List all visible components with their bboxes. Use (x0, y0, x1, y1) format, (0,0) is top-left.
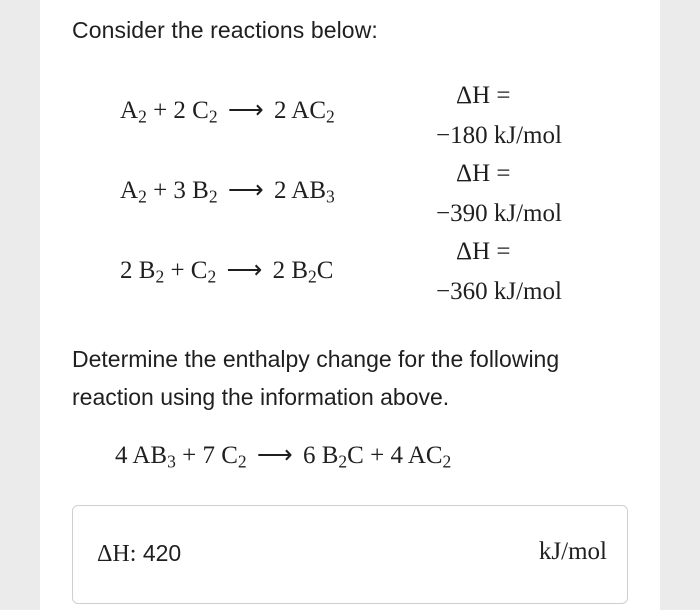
question-prompt: Determine the enthalpy change for the following reaction using the information above. (72, 346, 560, 410)
delta-h-value: −390 kJ/mol (436, 200, 562, 227)
reaction-arrow-icon: ⟶ (227, 97, 264, 124)
reaction-2-enthalpy (436, 154, 562, 234)
reaction-arrow-icon: ⟶ (226, 257, 263, 284)
reaction-3-equation: 2 $B_2 + C_2$ ⟶ 2 $B_2C$ (120, 257, 334, 287)
reaction-3-enthalpy (436, 232, 562, 312)
reaction-1-enthalpy (436, 76, 562, 156)
answer-input-field[interactable] (72, 505, 628, 604)
reaction-2-equation: $A_2 + 3$ $B_2$ ⟶ 2 $AB_3$ (120, 177, 335, 207)
delta-h-value: −360 kJ/mol (436, 278, 562, 305)
question-intro: Consider the reactions below: (72, 17, 378, 43)
reaction-arrow-icon: ⟶ (256, 442, 293, 469)
target-reaction: 4 $AB_3 + 7$ $C_2$ ⟶ 6 $B_2C + 4$ $AC_2$ (115, 442, 452, 472)
delta-h-label: ΔH = (456, 238, 511, 265)
answer-unit: kJ/mol (538, 538, 607, 565)
delta-h-label: ΔH = (456, 160, 511, 187)
answer-label: ΔH: 420 (97, 540, 182, 567)
delta-h-value: −180 kJ/mol (436, 122, 562, 149)
question-card (40, 0, 660, 610)
answer-value[interactable]: 420 (142, 540, 182, 566)
reaction-arrow-icon: ⟶ (227, 177, 264, 204)
reaction-1-equation: $A_2 + 2$ $C_2$ ⟶ 2 $AC_2$ (120, 97, 335, 127)
delta-h-label: ΔH = (456, 82, 511, 109)
